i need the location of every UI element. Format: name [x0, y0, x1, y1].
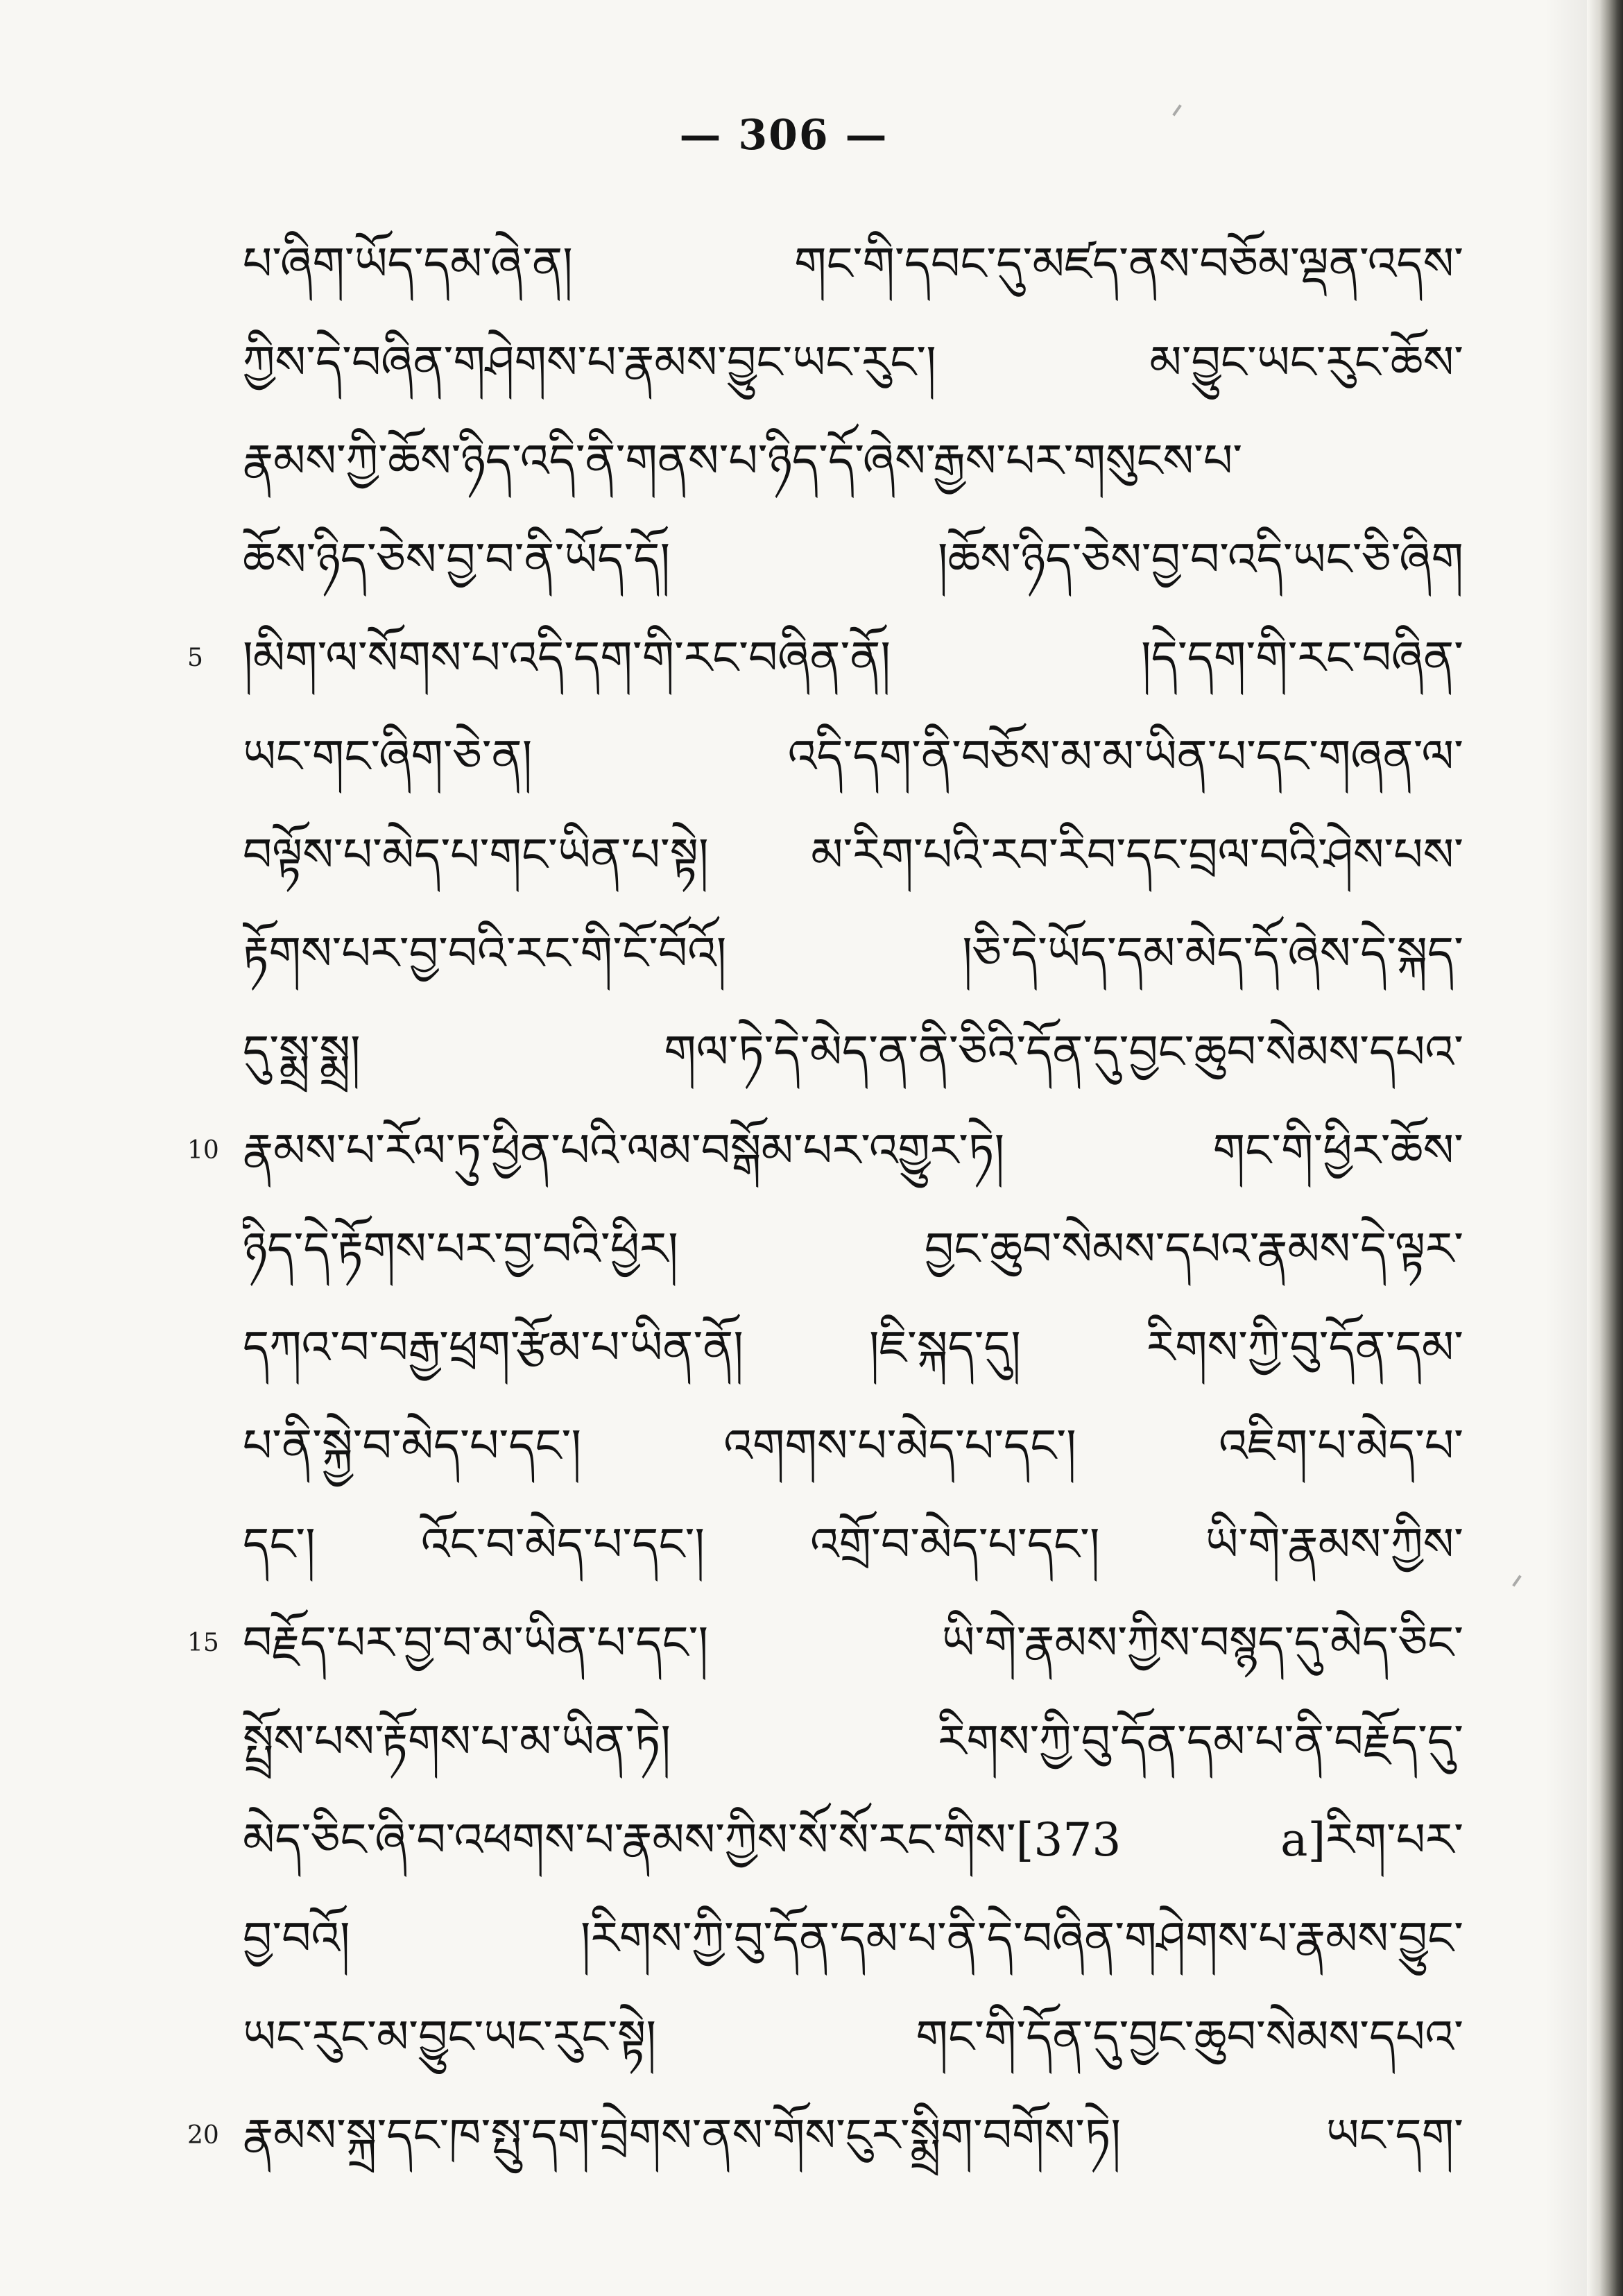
line-number: 15: [187, 1629, 219, 1657]
text-line: པ་ནི་སྐྱེ་བ་མེད་པ་དང་། འགགས་པ་མེད་པ་དང་། འཇིག་པ་མེད་པ་: [243, 1419, 1463, 1473]
text-line: བརྗོད་པར་བྱ་བ་མ་ཡིན་པ་དང་། ཡི་གེ་རྣམས་ཀྱིས་བསྙད་དུ་མེད་ཅིང་: [243, 1616, 1463, 1670]
text-line: ཉིད་དེ་རྟོགས་པར་བྱ་བའི་ཕྱིར། བྱང་ཆུབ་སེམས་དཔའ་རྣམས་དེ་ལྟར་: [243, 1222, 1463, 1276]
text-line: ཆོས་ཉིད་ཅེས་བྱ་བ་ནི་ཡོད་དོ། །ཆོས་ཉིད་ཅེས་བྱ་བ་འདི་ཡང་ཅི་ཞིག: [243, 533, 1463, 586]
text-line: དང་། འོང་བ་མེད་པ་དང་། འགྲོ་བ་མེད་པ་དང་། ཡི་གེ་རྣམས་ཀྱིས་: [243, 1518, 1463, 1571]
binding-shadow: [1545, 0, 1587, 2296]
text-line: ཡང་རུང་མ་བྱུང་ཡང་རུང་སྟེ། གང་གི་དོན་དུ་བྱང་ཆུབ་སེམས་དཔའ་: [243, 2010, 1463, 2064]
text-line: མེད་ཅིང་ཞི་བ་འཕགས་པ་རྣམས་ཀྱིས་སོ་སོ་རང་གིས་[373 a]རིག་པར་: [243, 1813, 1463, 1867]
body-text: [243, 215, 1463, 2185]
text-line: དུ་སྨྲ་སྨྲ། གལ་ཏེ་དེ་མེད་ན་ནི་ཅིའི་དོན་དུ་བྱང་ཆུབ་སེམས་དཔའ་: [243, 1025, 1463, 1079]
text-line: པ་ཞིག་ཡོད་དམ་ཞེ་ན། གང་གི་དབང་དུ་མཛད་ནས་བཅོམ་ལྡན་འདས་: [243, 237, 1463, 291]
page-number: — 306 —: [679, 111, 888, 160]
text-line: ཀྱིས་དེ་བཞིན་གཤེགས་པ་རྣམས་བྱུང་ཡང་རུང་། མ་བྱུང་ཡང་རུང་ཆོས་: [243, 336, 1463, 389]
line-number: 10: [187, 1136, 219, 1165]
text-line: བྱ་བའོ། །རིགས་ཀྱི་བུ་དོན་དམ་པ་ནི་དེ་བཞིན་གཤེགས་པ་རྣམས་བྱུང་: [243, 1912, 1463, 1965]
text-line: རྣམས་པ་རོལ་ཏུ་ཕྱིན་པའི་ལམ་བསྒོམ་པར་འགྱུར་ཏེ། གང་གི་ཕྱིར་ཆོས་: [243, 1124, 1463, 1177]
text-line: རྟོགས་པར་བྱ་བའི་རང་གི་ངོ་བོའོ། །ཅི་དེ་ཡོད་དམ་མེད་དོ་ཞེས་དེ་སྐད་: [243, 927, 1463, 980]
binding-edge: [1587, 0, 1623, 2296]
line-number: 20: [187, 2121, 219, 2150]
text-line: ཡང་གང་ཞིག་ཅེ་ན། འདི་དག་ནི་བཅོས་མ་མ་ཡིན་པ་དང་གཞན་ལ་: [243, 730, 1463, 783]
text-line: རྣམས་སྐྲ་དང་ཁ་སྤུ་དག་བྲེགས་ནས་གོས་ངུར་སྨྲིག་བགོས་ཏེ། ཡང་དག་: [243, 2109, 1463, 2162]
text-line: རྣམས་ཀྱི་ཆོས་ཉིད་འདི་ནི་གནས་པ་ཉིད་དོ་ཞེས་རྒྱས་པར་གསུངས་པ་: [243, 434, 1243, 488]
text-line: དཀའ་བ་བརྒྱ་ཕྲག་རྩོམ་པ་ཡིན་ནོ། །ཇི་སྐད་དུ། རིགས་ཀྱི་བུ་དོན་དམ་: [243, 1321, 1463, 1374]
text-line: །མིག་ལ་སོགས་པ་འདི་དག་གི་རང་བཞིན་ནོ། །དེ་དག་གི་རང་བཞིན་: [243, 631, 1463, 685]
text-line: སྤྲོས་པས་རྟོགས་པ་མ་ཡིན་ཏེ། རིགས་ཀྱི་བུ་དོན་དམ་པ་ནི་བརྗོད་དུ་: [243, 1715, 1463, 1768]
text-line: བལྟོས་པ་མེད་པ་གང་ཡིན་པ་སྟེ། མ་རིག་པའི་རབ་རིབ་དང་བྲལ་བའི་ཤེས་པས་: [243, 828, 1463, 882]
line-number: 5: [187, 644, 203, 672]
scan-speck: [1512, 1575, 1522, 1586]
